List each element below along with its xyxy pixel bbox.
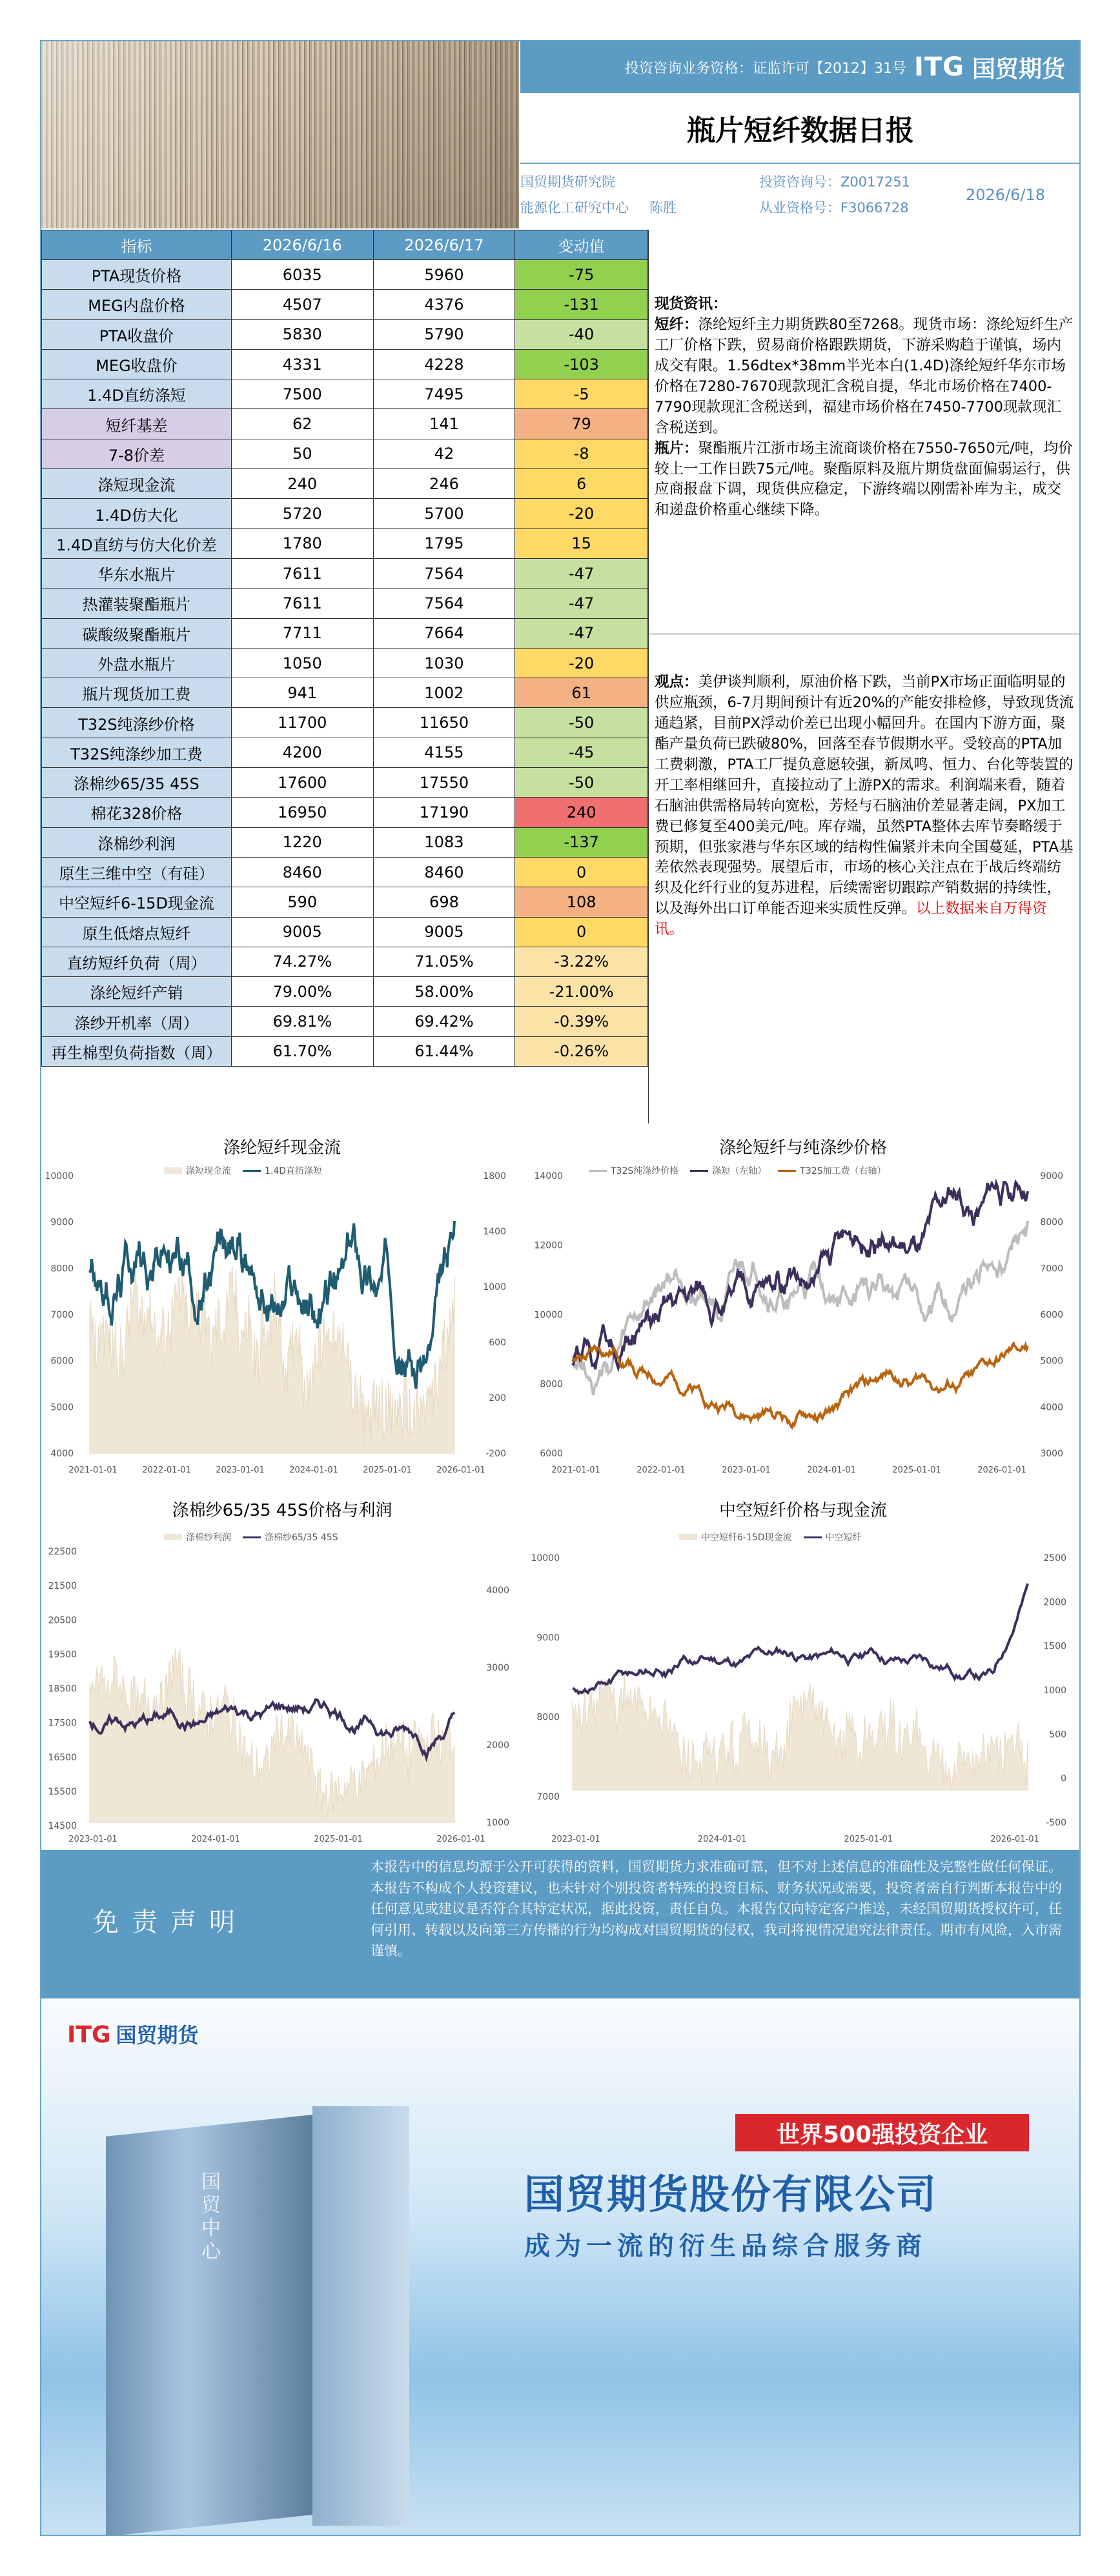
chart-fiber-cashflow xyxy=(41,1124,523,1485)
tick-label: 2000 xyxy=(486,1740,509,1751)
table-row xyxy=(42,678,648,708)
report-title: 瓶片短纤数据日报 xyxy=(520,93,1081,164)
chart-tc-yarn xyxy=(41,1487,523,1848)
chart-title: 中空短纤价格与现金流 xyxy=(718,1501,887,1520)
bottle-label: 瓶片： xyxy=(655,439,698,457)
tick-label: 2024-01-01 xyxy=(289,1465,338,1475)
change-value: -40 xyxy=(515,319,648,349)
building-image xyxy=(312,2106,409,2526)
table-row xyxy=(42,887,648,917)
name: 中空短纤6-15D现金流 xyxy=(42,887,232,917)
change-value: 0 xyxy=(515,917,648,947)
tick-label: 8000 xyxy=(536,1712,560,1723)
tick-label: 14000 xyxy=(534,1171,563,1182)
table-row xyxy=(42,1007,648,1036)
textile-loom-photo xyxy=(41,41,519,228)
value-day2: 61.44% xyxy=(373,1036,515,1066)
tick-label: 2000 xyxy=(1043,1597,1066,1608)
value-day1: 74.27% xyxy=(231,947,373,976)
value-day2: 1002 xyxy=(373,678,515,708)
name: 短纤基差 xyxy=(42,409,232,439)
table-header-row xyxy=(42,230,648,260)
table-row xyxy=(42,260,648,290)
col-header: 2026/6/17 xyxy=(373,230,515,260)
name: 1.4D直纺涤短 xyxy=(42,379,232,409)
value-day2: 246 xyxy=(373,469,515,499)
author-name: 陈胜 xyxy=(649,200,677,216)
hollow-fiber-line xyxy=(573,1584,1028,1693)
legend-item: 涤短（左轴） xyxy=(690,1164,766,1177)
table-row xyxy=(42,768,648,798)
name: 华东水瓶片 xyxy=(42,558,232,588)
company-logo-text: 国贸期货 xyxy=(972,55,1065,83)
tick-label: 20500 xyxy=(48,1615,77,1626)
name: 棉花328价格 xyxy=(42,798,232,827)
fiber-price-line xyxy=(573,1182,1028,1369)
legend-item: 涤棉纱65/35 45S xyxy=(243,1531,338,1544)
tick-label: 0 xyxy=(1061,1773,1066,1784)
profit-area xyxy=(90,1648,454,1822)
tick-label: 8000 xyxy=(1040,1217,1063,1228)
value-day1: 79.00% xyxy=(231,977,373,1007)
fiber-label: 短纤： xyxy=(655,316,698,333)
tick-label: 1500 xyxy=(1043,1641,1066,1652)
tick-label: 12000 xyxy=(534,1240,563,1251)
value-day1: 7500 xyxy=(231,379,373,409)
tick-label: 2026-01-01 xyxy=(436,1465,485,1475)
tick-label: 1000 xyxy=(1043,1685,1066,1696)
spot-heading: 现货资讯： xyxy=(655,296,728,312)
source-note: 以上数据来自万得资讯。 xyxy=(655,900,1047,938)
value-day1: 5720 xyxy=(231,499,373,528)
tick-label: 19500 xyxy=(48,1649,77,1660)
table-row xyxy=(42,558,648,588)
value-day2: 141 xyxy=(373,409,515,439)
value-day1: 941 xyxy=(231,678,373,708)
value-day2: 42 xyxy=(373,439,515,468)
name: 涤短现金流 xyxy=(42,469,232,499)
table-row xyxy=(42,708,648,738)
table-row xyxy=(42,917,648,947)
table-row xyxy=(42,290,648,319)
tick-label: 2026-01-01 xyxy=(990,1835,1039,1844)
tick-label: 600 xyxy=(489,1338,506,1348)
name: 1.4D直纺与仿大化价差 xyxy=(42,528,232,558)
tick-label: 7000 xyxy=(50,1310,74,1320)
chart-canvas xyxy=(41,1124,523,1485)
tick-label: 2023-01-01 xyxy=(722,1465,771,1475)
tick-label: 8000 xyxy=(50,1263,74,1274)
name: 原生低熔点短纤 xyxy=(42,917,232,947)
processing-fee-line xyxy=(573,1343,1028,1427)
itg-logo: ITG xyxy=(913,52,964,82)
value-day2: 71.05% xyxy=(373,947,515,976)
tick-label: 7000 xyxy=(536,1792,560,1802)
tick-label: 2021-01-01 xyxy=(551,1465,600,1475)
report-date: 2026/6/18 xyxy=(966,186,1046,204)
tick-label: 21500 xyxy=(48,1581,77,1592)
tick-label: 17500 xyxy=(48,1718,77,1729)
tick-label: 2025-01-01 xyxy=(363,1465,412,1475)
value-day1: 8460 xyxy=(231,857,373,887)
value-day2: 7495 xyxy=(373,379,515,409)
tick-label: 22500 xyxy=(48,1547,77,1557)
tick-label: 4000 xyxy=(486,1585,509,1596)
change-value: -5 xyxy=(515,379,648,409)
value-day1: 590 xyxy=(231,887,373,917)
value-day2: 4155 xyxy=(373,738,515,767)
tick-label: 1800 xyxy=(483,1171,506,1182)
name: PTA现货价格 xyxy=(42,260,232,290)
name: 原生三维中空（有硅） xyxy=(42,857,232,887)
value-day1: 4507 xyxy=(231,290,373,319)
table-row xyxy=(42,618,648,648)
tick-label: 2025-01-01 xyxy=(844,1835,893,1844)
company-logo-text: 国贸期货 xyxy=(116,2023,199,2048)
tick-label: -500 xyxy=(1046,1818,1066,1828)
tick-label: 3000 xyxy=(1040,1449,1063,1459)
name: T32S纯涤纱价格 xyxy=(42,708,232,738)
tick-label: 10000 xyxy=(531,1553,560,1564)
tick-label: 2023-01-01 xyxy=(551,1835,600,1844)
table-row xyxy=(42,857,648,887)
tick-label: 15500 xyxy=(48,1786,77,1797)
price-table xyxy=(41,230,648,1067)
change-value: -21.00% xyxy=(515,977,648,1007)
legend-item: 涤棉纱利润 xyxy=(164,1531,231,1544)
disclaimer-text: 本报告中的信息均源于公开可获得的资料，国贸期货力求准确可靠，但不对上述信息的准确性及完整性做任何保证。本报告不构成个人投资建议，也未针对个别投资者特殊的投资目标、财务状况或需要，投资者需自行判断本报告中的任何意见或建议是否符合其特定状况，据此投资，责任自负。本报告仅向特定客户推送，未经国贸期货授权许可，任何引用、转载以及向第三方传播的行为均构成对国贸期货的侵权，我司将视情况追究法律责任。期市有风险，入市需谨慎。 xyxy=(371,1859,1062,1959)
change-value: -47 xyxy=(515,618,648,648)
chart-canvas xyxy=(524,1124,1081,1485)
change-value: -0.26% xyxy=(515,1036,648,1066)
tick-label: 5000 xyxy=(1040,1356,1063,1367)
value-day1: 62 xyxy=(231,409,373,439)
value-day1: 61.70% xyxy=(231,1036,373,1066)
name: 再生棉型负荷指数（周） xyxy=(42,1036,232,1066)
building-sign: 国贸中心 xyxy=(201,2171,221,2263)
name: MEG内盘价格 xyxy=(42,290,232,319)
tick-label: 200 xyxy=(489,1393,506,1404)
value-day1: 1780 xyxy=(231,528,373,558)
value-day1: 69.81% xyxy=(231,1007,373,1036)
value-day2: 4228 xyxy=(373,349,515,379)
tick-label: 4000 xyxy=(1040,1402,1063,1413)
table-row xyxy=(42,379,648,409)
tick-label: 18500 xyxy=(48,1684,77,1695)
legend-item: 涤短现金流 xyxy=(164,1164,231,1177)
bottle-text: 聚酯瓶片江浙市场主流商谈价格在7550-7650元/吨，均价较上一工作日跌75元/吨。聚酯原料及瓶片期货盘面偏弱运行，供应商报盘下调，现货供应稳定，下游终端以刚需补库为主，成交和递盘价格重心继续下降。 xyxy=(655,439,1073,519)
tick-label: 2024-01-01 xyxy=(807,1465,856,1475)
col-header: 2026/6/16 xyxy=(231,230,373,260)
tick-label: 2022-01-01 xyxy=(142,1465,191,1475)
value-day2: 9005 xyxy=(373,917,515,947)
name: 直纺短纤负荷（周） xyxy=(42,947,232,976)
fiber-text: 涤纶短纤主力期货跌80至7268。现货市场：涤纶短纤生产工厂价格下跌，贸易商价格跟跌期货，下游采购趋于谨慎，场内成交有限。1.56dtex*38mm半光本白(1.4D)涤纶短纤华东市场价格在7280-7670现款现汇含税自提，华北市场价格在7400-7790现款现汇含税送到，福建市场价格在7450-7700现款现汇含税送到。 xyxy=(655,316,1074,436)
name: 涤纶短纤产销 xyxy=(42,977,232,1007)
change-value: 6 xyxy=(515,469,648,499)
legend-item: 1.4D直纺涤短 xyxy=(243,1164,322,1177)
practice-number: 从业资格号：F3066728 xyxy=(759,200,909,216)
tick-label: 1000 xyxy=(486,1818,509,1828)
tick-label: 2025-01-01 xyxy=(892,1465,941,1475)
tick-label: 2024-01-01 xyxy=(697,1835,747,1844)
tick-label: 9000 xyxy=(50,1217,74,1228)
change-value: -3.22% xyxy=(515,947,648,976)
institute: 国贸期货研究院 xyxy=(520,174,615,190)
author-meta xyxy=(520,165,1081,228)
value-day2: 17190 xyxy=(373,798,515,827)
tick-label: -200 xyxy=(485,1449,506,1459)
itg-logo: ITG xyxy=(67,2022,111,2048)
value-day2: 11650 xyxy=(373,708,515,738)
table-row xyxy=(42,469,648,499)
chart-hollow-fiber xyxy=(524,1487,1081,1848)
tick-label: 6000 xyxy=(50,1356,74,1367)
value-day2: 5960 xyxy=(373,260,515,290)
tick-label: 2026-01-01 xyxy=(436,1835,485,1844)
change-value: 0 xyxy=(515,857,648,887)
change-value: -8 xyxy=(515,439,648,468)
name: 涤棉纱利润 xyxy=(42,827,232,857)
value-day2: 1083 xyxy=(373,827,515,857)
change-value: 108 xyxy=(515,887,648,917)
company-name: 国贸期货股份有限公司 xyxy=(524,2171,938,2218)
value-day1: 11700 xyxy=(231,708,373,738)
legend-item: 中空短纤6-15D现金流 xyxy=(679,1531,792,1544)
name: 外盘水瓶片 xyxy=(42,648,232,678)
change-value: -20 xyxy=(515,499,648,528)
value-day1: 1050 xyxy=(231,648,373,678)
name: PTA收盘价 xyxy=(42,319,232,349)
value-day2: 58.00% xyxy=(373,977,515,1007)
tick-label: 16500 xyxy=(48,1752,77,1763)
change-value: 240 xyxy=(515,798,648,827)
value-day1: 4200 xyxy=(231,738,373,767)
table-row xyxy=(42,589,648,618)
change-value: -137 xyxy=(515,827,648,857)
table-row xyxy=(42,827,648,857)
name: MEG收盘价 xyxy=(42,349,232,379)
col-header: 指标 xyxy=(42,230,232,260)
change-value: -47 xyxy=(515,558,648,588)
value-day1: 50 xyxy=(231,439,373,468)
tick-label: 2500 xyxy=(1043,1553,1066,1564)
chart-title: 涤棉纱65/35 45S价格与利润 xyxy=(172,1501,392,1520)
tick-label: 1000 xyxy=(483,1282,506,1293)
chart-fiber-yarn-price xyxy=(524,1124,1081,1485)
value-day2: 4376 xyxy=(373,290,515,319)
change-value: -75 xyxy=(515,260,648,290)
value-day1: 1220 xyxy=(231,827,373,857)
name: 涤纱开机率（周） xyxy=(42,1007,232,1036)
value-day2: 5790 xyxy=(373,319,515,349)
table-row xyxy=(42,409,648,439)
market-view xyxy=(648,672,1081,940)
license-text: 投资咨询业务资格：证监许可【2012】31号 xyxy=(625,60,906,77)
name: 1.4D仿大化 xyxy=(42,499,232,528)
chart-title: 涤纶短纤现金流 xyxy=(223,1138,341,1158)
tick-label: 2023-01-01 xyxy=(216,1465,265,1475)
chart-title: 涤纶短纤与纯涤纱价格 xyxy=(718,1138,887,1158)
company-motto: 成为一流的衍生品综合服务商 xyxy=(524,2231,927,2261)
change-value: -47 xyxy=(515,589,648,618)
table-row xyxy=(42,648,648,678)
disclaimer-title: 免责声明 xyxy=(93,1907,248,1937)
value-day2: 7564 xyxy=(373,589,515,618)
value-day1: 16950 xyxy=(231,798,373,827)
cashflow-area xyxy=(573,1674,1028,1790)
tick-label: 1400 xyxy=(483,1227,506,1237)
tick-label: 6000 xyxy=(540,1449,563,1459)
tick-label: 2023-01-01 xyxy=(68,1835,117,1844)
tick-label: 2021-01-01 xyxy=(68,1465,117,1475)
change-value: 61 xyxy=(515,678,648,708)
value-day2: 8460 xyxy=(373,857,515,887)
tick-label: 9000 xyxy=(1040,1171,1063,1182)
value-day2: 1030 xyxy=(373,648,515,678)
value-day1: 6035 xyxy=(231,260,373,290)
table-row xyxy=(42,1036,648,1066)
chart-canvas xyxy=(41,1487,523,1848)
value-day1: 9005 xyxy=(231,917,373,947)
change-value: -50 xyxy=(515,768,648,798)
table-row xyxy=(42,349,648,379)
value-day1: 240 xyxy=(231,469,373,499)
value-day1: 7611 xyxy=(231,558,373,588)
table-row xyxy=(42,528,648,558)
name: 7-8价差 xyxy=(42,439,232,468)
table-row xyxy=(42,798,648,827)
change-value: -131 xyxy=(515,290,648,319)
header-band xyxy=(520,41,1081,93)
tick-label: 10000 xyxy=(534,1310,563,1320)
spot-news xyxy=(648,294,1081,519)
value-day2: 7564 xyxy=(373,558,515,588)
tick-label: 14500 xyxy=(48,1821,77,1831)
tick-label: 5000 xyxy=(50,1402,74,1413)
value-day2: 7664 xyxy=(373,618,515,648)
report-page xyxy=(40,40,1081,2536)
table-row xyxy=(42,947,648,976)
legend-item: T32S加工费（右轴） xyxy=(778,1164,886,1177)
tick-label: 500 xyxy=(1049,1729,1066,1740)
name: T32S纯涤纱加工费 xyxy=(42,738,232,767)
change-value: 79 xyxy=(515,409,648,439)
name: 瓶片现货加工费 xyxy=(42,678,232,708)
tick-label: 3000 xyxy=(486,1663,509,1673)
value-day1: 7711 xyxy=(231,618,373,648)
fortune500-badge: 世界500强投资企业 xyxy=(735,2114,1029,2151)
change-value: -45 xyxy=(515,738,648,767)
table-row xyxy=(42,977,648,1007)
tick-label: 9000 xyxy=(536,1633,560,1644)
legend-item: 中空短纤 xyxy=(804,1531,862,1544)
table-row xyxy=(42,499,648,528)
table-row xyxy=(42,738,648,767)
change-value: -103 xyxy=(515,349,648,379)
chart-canvas xyxy=(524,1487,1081,1848)
value-day2: 1795 xyxy=(373,528,515,558)
name: 涤棉纱65/35 45S xyxy=(42,768,232,798)
value-day2: 5700 xyxy=(373,499,515,528)
value-day2: 698 xyxy=(373,887,515,917)
tick-label: 2022-01-01 xyxy=(636,1465,686,1475)
table-row xyxy=(42,439,648,468)
col-header: 变动值 xyxy=(515,230,648,260)
value-day1: 17600 xyxy=(231,768,373,798)
disclaimer xyxy=(41,1850,1081,1998)
tick-label: 2024-01-01 xyxy=(191,1835,240,1844)
value-day1: 7611 xyxy=(231,589,373,618)
change-value: -50 xyxy=(515,708,648,738)
consult-number: 投资咨询号：Z0017251 xyxy=(759,174,910,190)
tick-label: 6000 xyxy=(1040,1310,1063,1320)
value-day1: 5830 xyxy=(231,319,373,349)
tick-label: 10000 xyxy=(45,1171,74,1182)
tick-label: 2025-01-01 xyxy=(314,1835,363,1844)
tick-label: 8000 xyxy=(540,1379,563,1390)
value-day2: 69.42% xyxy=(373,1007,515,1036)
value-day1: 4331 xyxy=(231,349,373,379)
tick-label: 2026-01-01 xyxy=(977,1465,1026,1475)
legend-item: T32S纯涤纱价格 xyxy=(589,1164,678,1177)
change-value: -0.39% xyxy=(515,1007,648,1036)
research-center: 能源化工研究中心 xyxy=(520,200,629,216)
tick-label: 7000 xyxy=(1040,1263,1063,1274)
view-label: 观点： xyxy=(655,674,698,690)
value-day2: 17550 xyxy=(373,768,515,798)
name: 碳酸级聚酯瓶片 xyxy=(42,618,232,648)
change-value: -20 xyxy=(515,648,648,678)
change-value: 15 xyxy=(515,528,648,558)
table-row xyxy=(42,319,648,349)
tick-label: 4000 xyxy=(50,1449,74,1459)
view-text: 美伊谈判顺利，原油价格下跌，当前PX市场正面临明显的供应瓶颈，6-7月期间预计有近20%的产能安排检修，导致现货流通趋紧，目前PX浮动价差已出现小幅回升。在国内下游方面，聚酯产量负荷已跌破80%，回落至春节假期水平。受较高的PTA加工费刺激，PTA工厂提负意愿较强，新凤鸣、恒力、台化等装置的开工率相继回升，直接拉动了上游PX的需求。利润端来看，随着石脑油供需格局转向宽松，芳烃与石脑油价差显著走阔，PX加工费已修复至400美元/吨。库存端，虽然PTA整体去库节奏略缓于预期，但张家港与华东区域的结构性偏紧并未向全国蔓延，PTA基差依然表现强势。展望后市，市场的核心关注点在于战后终端纺织及化纤行业的复苏进程，后续需密切跟踪产销数据的持续性，以及海外出口订单能否迎来实质性反弹。 xyxy=(655,674,1074,918)
name: 热灌装聚酯瓶片 xyxy=(42,589,232,618)
footer-logo xyxy=(67,2019,199,2049)
